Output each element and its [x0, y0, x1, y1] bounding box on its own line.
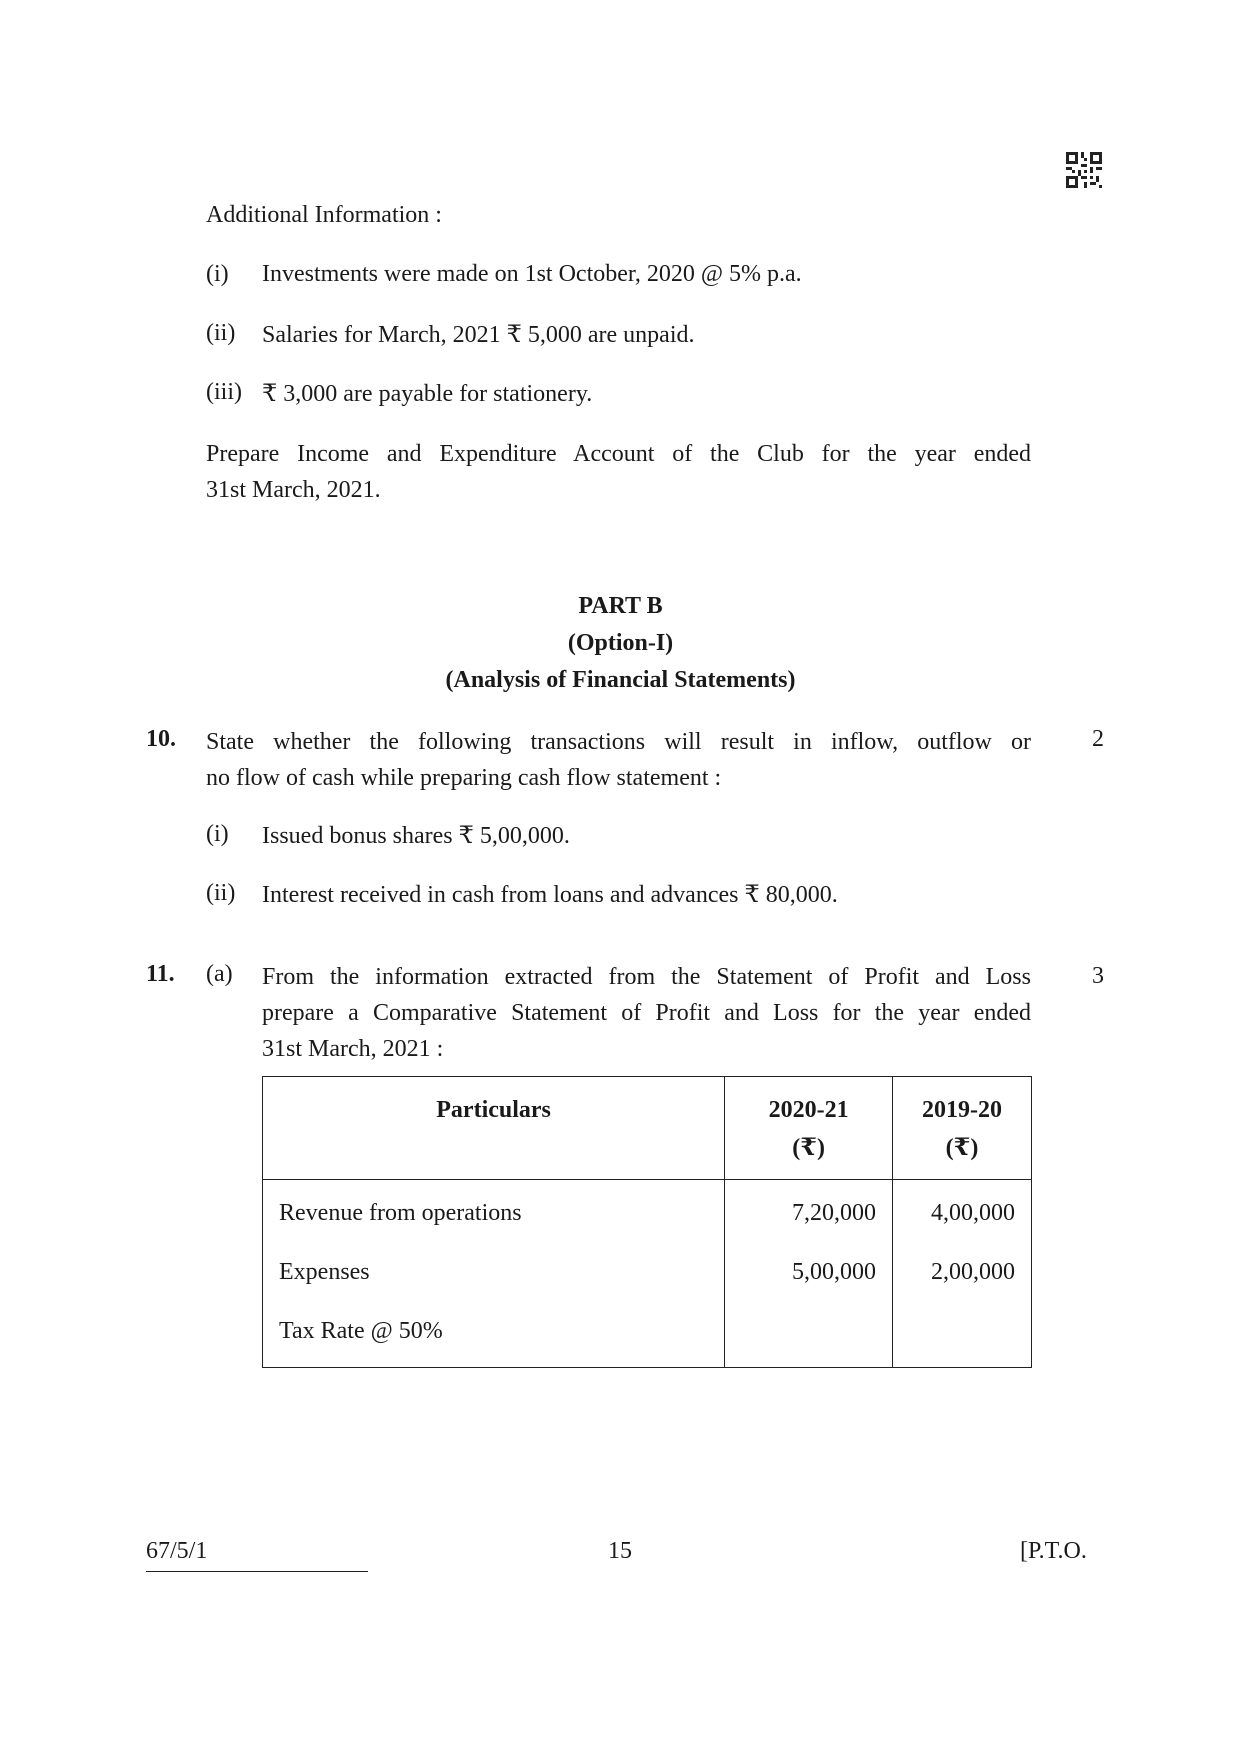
marks: 3 — [1092, 963, 1104, 989]
additional-info-heading: Additional Information : — [206, 202, 442, 228]
table-cell: 7,20,000 — [725, 1180, 893, 1244]
instruction-line: Prepare Income and Expenditure Account of the Club for the year ended — [206, 441, 1031, 467]
question-line: 31st March, 2021 : — [262, 1036, 444, 1062]
info-item-text: Investments were made on 1st October, 2020 @ 5% p.a. — [262, 261, 802, 287]
part-subtitle: (Analysis of Financial Statements) — [445, 667, 796, 693]
please-turn-over: [P.T.O. — [1020, 1538, 1087, 1564]
question-number: 10. — [146, 726, 176, 752]
table-cell — [725, 1302, 893, 1368]
table-row — [263, 1302, 1032, 1368]
q10-item-text: Interest received in cash from loans and advances ₹ 80,000. — [262, 882, 838, 908]
table-row — [263, 1180, 1032, 1244]
q10-item-text: Issued bonus shares ₹ 5,00,000. — [262, 823, 570, 849]
part-option: (Option-I) — [567, 630, 674, 656]
instruction-line: 31st March, 2021. — [206, 477, 381, 503]
info-item-text: Salaries for March, 2021 ₹ 5,000 are unpaid. — [262, 322, 695, 348]
comparative-data-table — [262, 1076, 1032, 1368]
question-number: 11. — [146, 961, 175, 987]
column-header-particulars: Particulars — [263, 1077, 725, 1180]
table-cell: 4,00,000 — [893, 1180, 1032, 1244]
question-line: From the information extracted from the Statement of Profit and Loss — [262, 964, 1031, 990]
info-item-label: (i) — [206, 261, 229, 287]
question-line: no flow of cash while preparing cash flow statement : — [206, 765, 722, 791]
table-cell — [893, 1302, 1032, 1368]
question-part-label: (a) — [206, 961, 233, 987]
q10-item-label: (ii) — [206, 880, 236, 906]
column-header-2020-21: 2020-21 (₹) — [725, 1077, 893, 1180]
table-cell: 5,00,000 — [725, 1243, 893, 1302]
question-line: prepare a Comparative Statement of Profit and Loss for the year ended — [262, 1000, 1031, 1026]
question-line: State whether the following transactions will result in inflow, outflow or — [206, 729, 1031, 755]
marks: 2 — [1092, 726, 1104, 752]
page-number: 15 — [608, 1538, 632, 1564]
q10-item-label: (i) — [206, 821, 229, 847]
footer-underline — [146, 1571, 368, 1572]
table-cell: Expenses — [263, 1243, 725, 1302]
part-title: PART B — [578, 593, 663, 619]
info-item-label: (ii) — [206, 320, 236, 346]
instruction-paragraph — [206, 436, 1031, 508]
info-item-label: (iii) — [206, 379, 242, 405]
question-text — [262, 959, 1031, 1067]
table-cell: Tax Rate @ 50% — [263, 1302, 725, 1368]
table-header-row — [263, 1077, 1032, 1180]
table-row — [263, 1243, 1032, 1302]
question-text — [206, 724, 1031, 796]
qr-code-icon — [1066, 152, 1102, 188]
info-item-text: ₹ 3,000 are payable for stationery. — [262, 381, 593, 407]
table-cell: Revenue from operations — [263, 1180, 725, 1244]
paper-code: 67/5/1 — [146, 1538, 208, 1564]
table-cell: 2,00,000 — [893, 1243, 1032, 1302]
column-header-2019-20: 2019-20 (₹) — [893, 1077, 1032, 1180]
